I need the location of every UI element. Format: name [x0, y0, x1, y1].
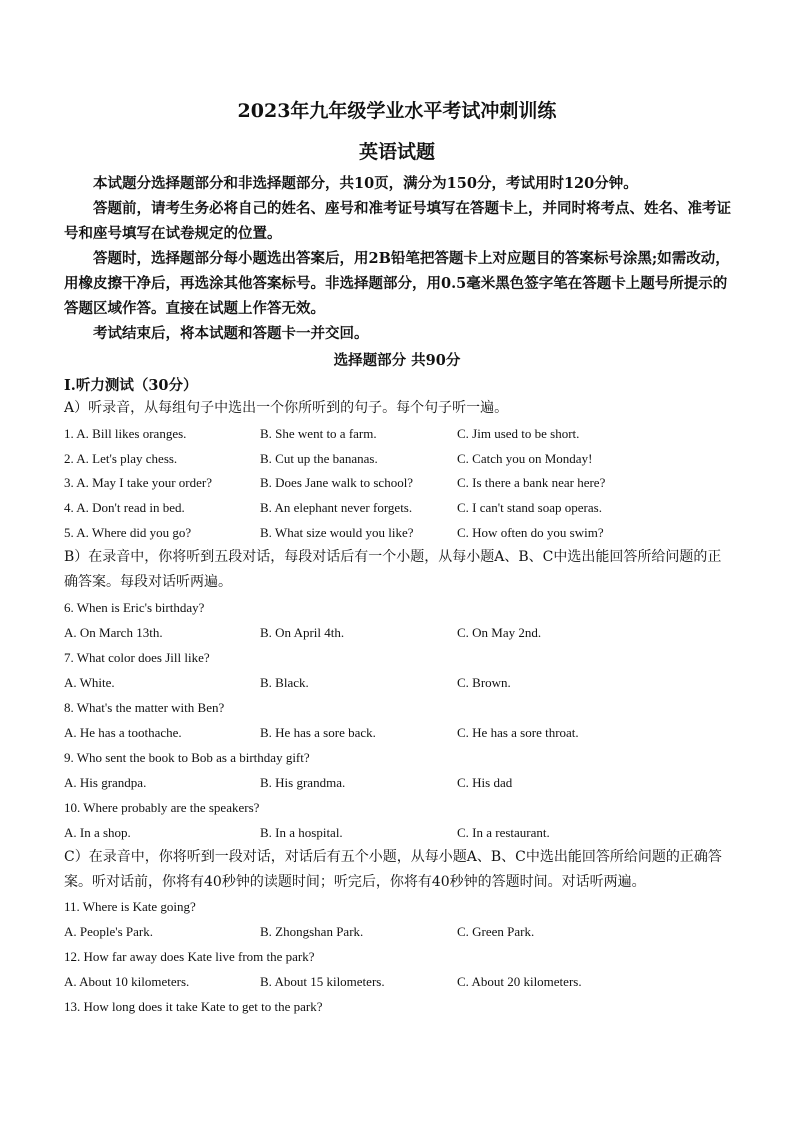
option-c: C. Is there a bank near here? — [457, 475, 606, 490]
option-b: B. An elephant never forgets. — [260, 500, 413, 515]
instruction-c: C）在录音中，你将听到一段对话，对话后有五个小题，从每小题A、B、C中选出能回答所给问题的正确答案。听对话前，你将有40秒钟的读题时间；听完后，你将有40秒钟的答题时间。对话听两遍。 — [64, 849, 722, 890]
note-paragraph: 考试结束后，将本试题和答题卡一并交回。 — [93, 325, 369, 342]
option-c: C. Catch you on Monday! — [457, 451, 593, 466]
note-paragraph: 答题前，请考生务必将自己的姓名、座号和准考证号填写在答题卡上，并同时将考点、姓名、准考证号和座号填写在试卷规定的位置。 — [64, 200, 731, 242]
option-c: C. I can't stand soap operas. — [457, 500, 602, 515]
question-text: 6. When is Eric's birthday? — [64, 600, 205, 615]
option-b: B. Does Jane walk to school? — [260, 475, 414, 490]
question-text: 8. What's the matter with Ben? — [64, 700, 225, 715]
option-a: 5. A. Where did you go? — [64, 525, 192, 540]
option-a: 2. A. Let's play chess. — [64, 451, 178, 466]
option-a: 4. A. Don't read in bed. — [64, 500, 185, 515]
option-b: B. Cut up the bananas. — [260, 451, 378, 466]
question-text: 11. Where is Kate going? — [64, 899, 196, 914]
option-b: B. Black. — [260, 675, 309, 690]
option-b: B. About 15 kilometers. — [260, 974, 385, 989]
option-b: B. He has a sore back. — [260, 725, 376, 740]
instruction-a: A）听录音，从每组句子中选出一个你所听到的句子。每个句子听一遍。 — [64, 400, 509, 416]
option-b: B. Zhongshan Park. — [260, 924, 364, 939]
instruction-b: B）在录音中，你将听到五段对话，每段对话后有一个小题，从每小题A、B、C中选出能回答所给问题的正确答案。每段对话听两遍。 — [64, 549, 722, 590]
option-a: A. On March 13th. — [64, 625, 163, 640]
question-text: 13. How long does it take Kate to get to the park? — [64, 999, 323, 1014]
option-a: A. People's Park. — [64, 924, 154, 939]
option-c: C. He has a sore throat. — [457, 725, 579, 740]
option-a: A. About 10 kilometers. — [64, 974, 190, 989]
option-b: B. She went to a farm. — [260, 426, 377, 441]
option-b: B. On April 4th. — [260, 625, 345, 640]
option-c: C. Brown. — [457, 675, 511, 690]
option-c: C. In a restaurant. — [457, 825, 550, 840]
option-a: 3. A. May I take your order? — [64, 475, 213, 490]
option-a: 1. A. Bill likes oranges. — [64, 426, 187, 441]
option-b: B. In a hospital. — [260, 825, 343, 840]
note-paragraph: 本试题分选择题部分和非选择题部分，共10页，满分为150分，考试用时120分钟。 — [93, 175, 638, 192]
option-c: C. About 20 kilometers. — [457, 974, 582, 989]
option-c: C. His dad — [457, 775, 513, 790]
question-text: 12. How far away does Kate live from the park? — [64, 949, 315, 964]
note-paragraph: 答题时，选择题部分每小题选出答案后，用2B铅笔把答题卡上对应题目的答案标号涂黑;如需改动，用橡皮擦干净后，再选涂其他答案标号。非选择题部分，用0.5毫米黑色签字笔在答题卡上题号所提示的答题区域作答。直接在试题上作答无效。 — [64, 250, 730, 317]
section-header: 选择题部分 共90分 — [333, 352, 461, 369]
option-a: A. He has a toothache. — [64, 725, 182, 740]
option-a: A. In a shop. — [64, 825, 131, 840]
question-text: 9. Who sent the book to Bob as a birthday gift? — [64, 750, 310, 765]
option-b: B. What size would you like? — [260, 525, 414, 540]
part-title: I.听力测试（30分） — [64, 377, 198, 394]
exam-subtitle: 英语试题 — [358, 141, 435, 163]
option-b: B. His grandma. — [260, 775, 346, 790]
option-c: C. How often do you swim? — [457, 525, 604, 540]
question-text: 10. Where probably are the speakers? — [64, 800, 260, 815]
option-c: C. Green Park. — [457, 924, 535, 939]
option-c: C. Jim used to be short. — [457, 426, 580, 441]
option-a: A. White. — [64, 675, 115, 690]
exam-title: 2023年九年级学业水平考试冲刺训练 — [237, 100, 557, 122]
option-c: C. On May 2nd. — [457, 625, 542, 640]
question-text: 7. What color does Jill like? — [64, 650, 210, 665]
option-a: A. His grandpa. — [64, 775, 147, 790]
